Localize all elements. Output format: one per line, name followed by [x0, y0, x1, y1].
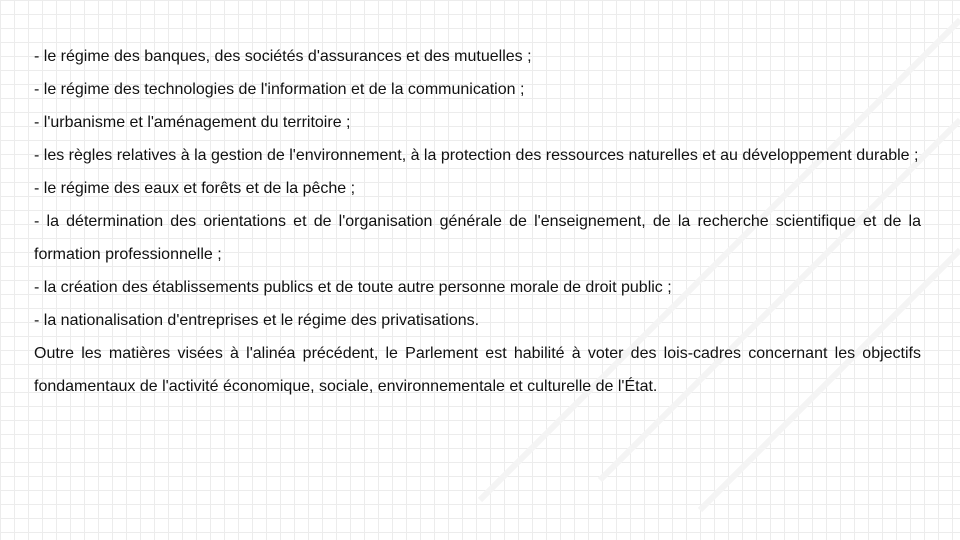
- closing-paragraph: Outre les matières visées à l'alinéa précédent, le Parlement est habilité à voter des lois-cadres concernant les objectifs fondamentaux de l'activité économique, sociale, environnementale et culturelle de l'État.: [34, 345, 921, 395]
- list-item-education: - la détermination des orientations et de l'organisation générale de l'enseignement, de la recherche scientifique et de la formation professionnelle ;: [34, 213, 921, 263]
- list-item-banks: - le régime des banques, des sociétés d'assurances et des mutuelles ;: [34, 48, 532, 65]
- list-item-waters-forests: - le régime des eaux et forêts et de la pêche ;: [34, 180, 356, 197]
- list-item-nationalisation: - la nationalisation d'entreprises et le régime des privatisations.: [34, 312, 480, 329]
- list-item-information-technology: - le régime des technologies de l'information et de la communication ;: [34, 81, 525, 98]
- list-item-environment: - les règles relatives à la gestion de l'environnement, à la protection des ressources naturelles et au développement durable ;: [34, 147, 919, 164]
- list-item-public-establishments: - la création des établissements publics et de toute autre personne morale de droit public ;: [34, 279, 672, 296]
- list-item-urbanism: - l'urbanisme et l'aménagement du territoire ;: [34, 114, 351, 131]
- slide-text-body: [34, 40, 921, 403]
